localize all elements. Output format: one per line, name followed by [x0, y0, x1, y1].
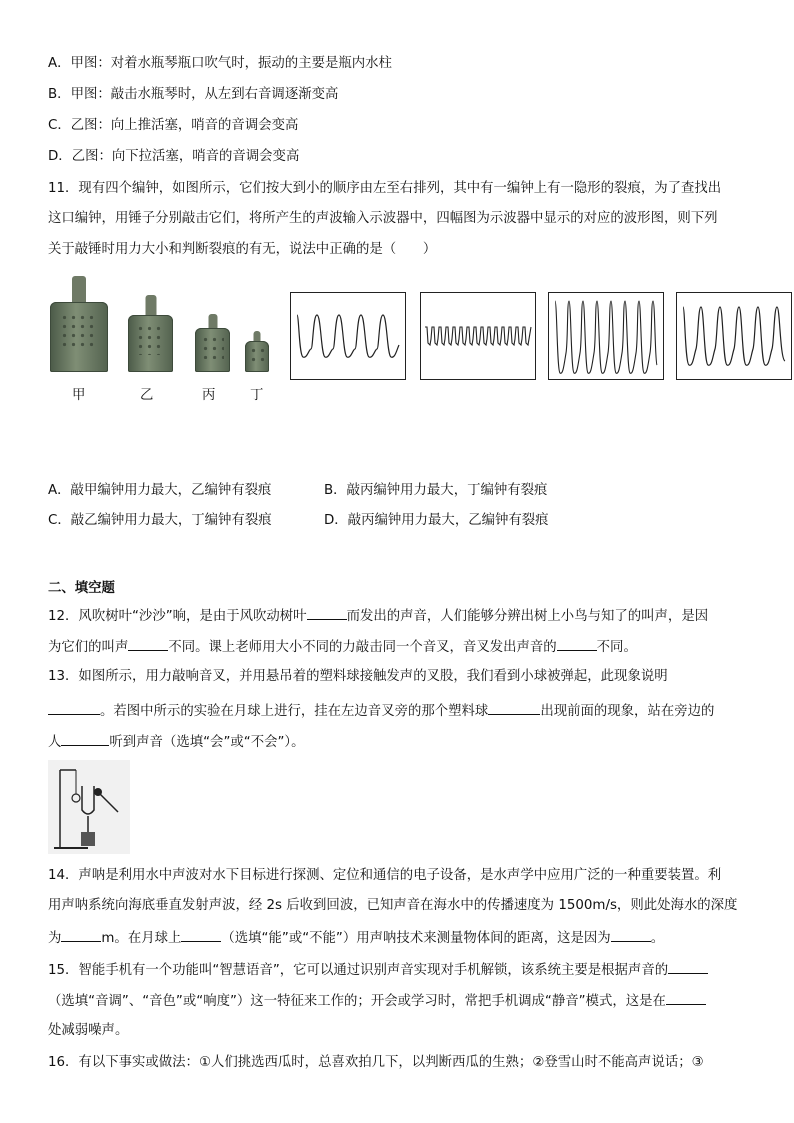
q13-line1: 13．如图所示，用力敲响音叉，并用悬吊着的塑料球接触发声的叉股，我们看到小球被弹起，此现象说明 [48, 669, 668, 684]
q12-blank-2[interactable] [128, 637, 168, 651]
bell-ding [245, 331, 269, 372]
q12-text-3: 为它们的叫声 [48, 640, 129, 655]
q14-text-1: 为 [48, 931, 62, 946]
q11-option-a: A．敲甲编钟用力最大，乙编钟有裂痕 [48, 483, 272, 498]
q12-line2 [48, 637, 637, 657]
q11-option-b: B．敲丙编钟用力最大，丁编钟有裂痕 [324, 483, 548, 498]
q12-text-5: 不同。 [596, 640, 637, 655]
q15-blank-1[interactable] [668, 960, 708, 974]
q12-text-2: 而发出的声音，人们能够分辨出树上小鸟与知了的叫声，是因 [346, 609, 709, 624]
q13-line3 [48, 732, 305, 752]
q11-option-c: C．敲乙编钟用力最大，丁编钟有裂痕 [48, 513, 272, 528]
bell-bing [195, 314, 230, 372]
q15-text-2: （选填“音调”、“音色”或“响度”）这一特征来工作的；开会或学习时，常把手机调成“静音”模式，这是在 [48, 994, 666, 1009]
q12-blank-3[interactable] [557, 637, 597, 651]
q11-stem-line3: 关于敲锤时用力大小和判断裂痕的有无，说法中正确的是（ ） [48, 242, 437, 257]
waveform-panel-3 [548, 292, 664, 380]
q14-line2: 用声呐系统向海底垂直发射声波，经 2s 后收到回波，已知声音在海水中的传播速度为 1500m/s，则此处海水的深度 [48, 898, 738, 913]
bell-label-bing: 丙 [202, 388, 216, 403]
q14-text-3: （选填“能”或“不能”）用声呐技术来测量物体间的距离，这是因为 [221, 931, 611, 946]
tuning-fork-figure [48, 760, 130, 854]
q13-text-2: 出现前面的现象，站在旁边的 [540, 704, 715, 719]
q10-option-b: B．甲图：敲击水瓶琴时，从左到右音调逐渐变高 [48, 87, 339, 102]
waveform-panel-4 [676, 292, 792, 380]
q11-stem-line1: 11．现有四个编钟，如图所示，它们按大到小的顺序由左至右排列，其中有一编钟上有一隐形的裂痕，为了查找出 [48, 181, 722, 196]
q13-blank-1[interactable] [48, 701, 100, 715]
q11-option-d: D．敲丙编钟用力最大，乙编钟有裂痕 [324, 513, 549, 528]
q10-option-d: D．乙图：向下拉活塞，哨音的音调会变高 [48, 149, 300, 164]
bell-yi [128, 295, 173, 372]
q14-blank-1[interactable] [61, 928, 101, 942]
q12-text-4: 不同。课上老师用大小不同的力敲击同一个音叉，音叉发出声音的 [168, 640, 557, 655]
q12-text-1: 12．风吹树叶“沙沙”响，是由于风吹动树叶 [48, 609, 307, 624]
bell-label-yi: 乙 [140, 388, 154, 403]
q13-blank-2[interactable] [488, 701, 540, 715]
section-title: 二、填空题 [48, 581, 115, 596]
q13-text-1: 。若图中所示的实验在月球上进行，挂在左边音叉旁的那个塑料球 [100, 704, 489, 719]
waveform-panel-2 [420, 292, 536, 380]
q14-blank-3[interactable] [611, 928, 651, 942]
waveform-panel-1 [290, 292, 406, 380]
q13-text-3: 人 [48, 735, 62, 750]
q12-blank-1[interactable] [307, 606, 347, 620]
q10-option-a: A．甲图：对着水瓶琴瓶口吹气时，振动的主要是瓶内水柱 [48, 56, 392, 71]
q11-stem-line2: 这口编钟，用锤子分别敲击它们，将所产生的声波输入示波器中，四幅图为示波器中显示的对应的波形图，则下列 [48, 211, 718, 226]
q14-blank-2[interactable] [181, 928, 221, 942]
q16-line1: 16．有以下事实或做法：①人们挑选西瓜时，总喜欢拍几下，以判断西瓜的生熟；②登雪山时不能高声说话；③ [48, 1055, 704, 1070]
q14-text-2: m。在月球上 [101, 931, 182, 946]
q13-text-4: 听到声音（选填“会”或“不会”）。 [109, 735, 305, 750]
q12-line1 [48, 606, 708, 626]
bell-label-ding: 丁 [250, 388, 264, 403]
q15-line3: 处减弱噪声。 [48, 1023, 129, 1038]
q15-text-1: 15．智能手机有一个功能叫“智慧语音”，它可以通过识别声音实现对手机解锁，该系统主要是根据声音的 [48, 963, 669, 978]
bell-jia [50, 276, 108, 372]
q10-option-c: C．乙图：向上推活塞，哨音的音调会变高 [48, 118, 299, 133]
q15-blank-2[interactable] [666, 991, 706, 1005]
q14-line3 [48, 928, 664, 948]
q14-line1: 14．声呐是利用水中声波对水下目标进行探测、定位和通信的电子设备，是水声学中应用广泛的一种重要装置。利 [48, 868, 722, 883]
bell-label-jia: 甲 [72, 388, 86, 403]
q13-blank-3[interactable] [61, 732, 109, 746]
q14-text-4: 。 [650, 931, 665, 946]
q15-line1 [48, 960, 708, 980]
q13-line2 [48, 701, 714, 721]
q15-line2 [48, 991, 706, 1011]
